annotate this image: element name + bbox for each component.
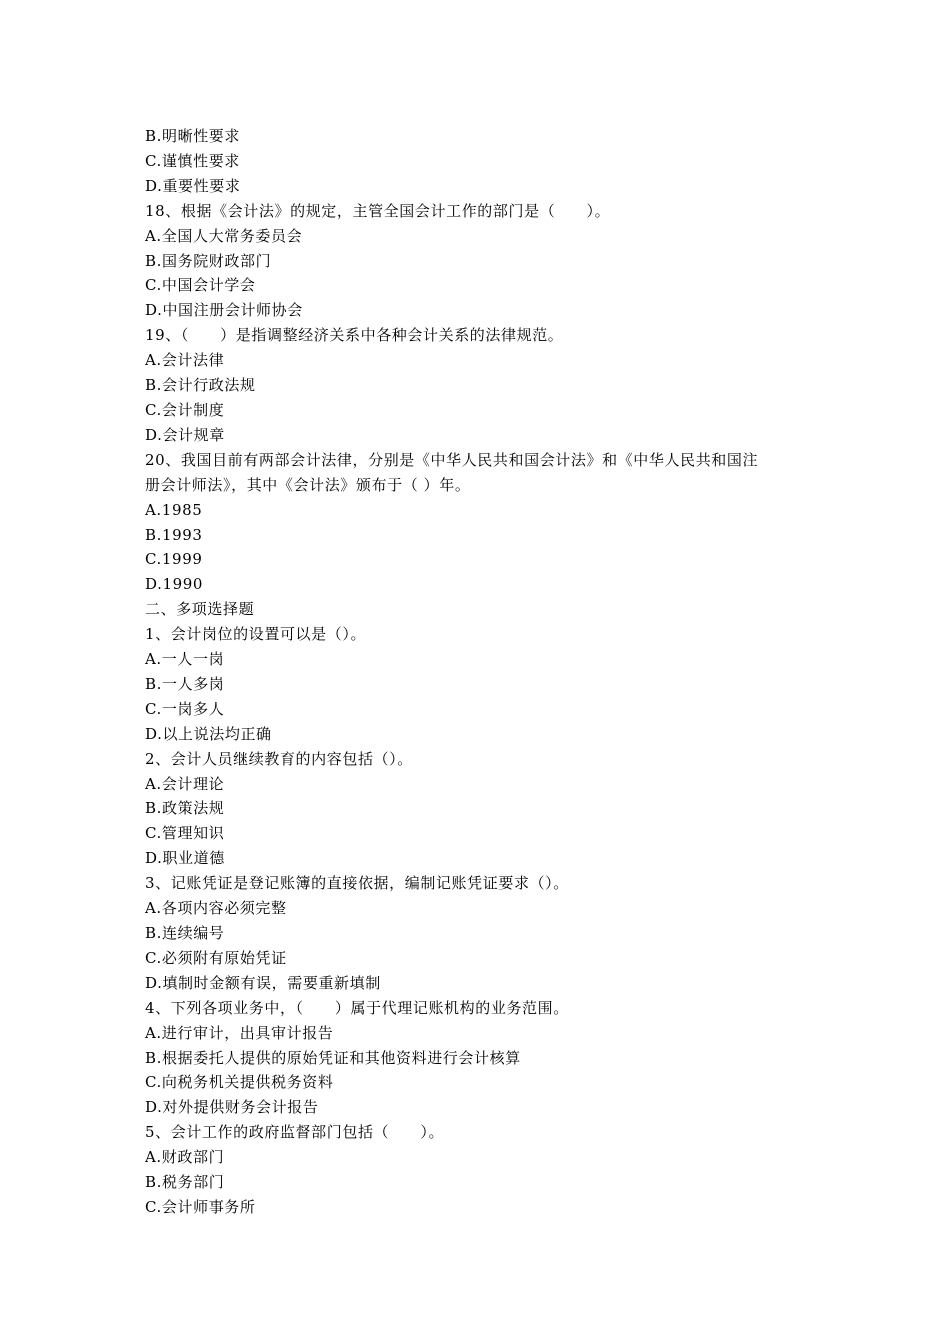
option-line: B.国务院财政部门 — [145, 251, 272, 270]
question-1: 1、会计岗位的设置可以是（）。 — [145, 625, 367, 644]
option-line: C.管理知识 — [145, 824, 225, 843]
option-line: A.财政部门 — [145, 1148, 225, 1167]
option-line: B.会计行政法规 — [145, 376, 256, 395]
option-line: A.会计理论 — [145, 774, 225, 793]
option-line: D.职业道德 — [145, 849, 225, 868]
option-line: B.根据委托人提供的原始凭证和其他资料进行会计核算 — [145, 1048, 521, 1067]
option-line: B.1993 — [145, 525, 203, 544]
option-line: C.向税务机关提供税务资料 — [145, 1073, 334, 1092]
option-line: A.会计法律 — [145, 351, 225, 370]
question-19: 19、（ ）是指调整经济关系中各种会计关系的法律规范。 — [145, 326, 564, 345]
option-line: B.税务部门 — [145, 1173, 225, 1192]
document-body — [145, 124, 810, 1220]
option-line: C.会计制度 — [145, 400, 225, 419]
option-line: D.对外提供财务会计报告 — [145, 1098, 319, 1117]
question-20-line-2: 册会计师法》，其中《会计法》颁布于（ ）年。 — [145, 475, 471, 494]
option-line: D.以上说法均正确 — [145, 724, 272, 743]
option-line: C.1999 — [145, 550, 203, 569]
option-line: B.连续编号 — [145, 924, 225, 942]
option-line: A.进行审计，出具审计报告 — [145, 1023, 334, 1042]
option-line: D.1990 — [145, 575, 204, 594]
option-line: D.填制时金额有误，需要重新填制 — [145, 973, 381, 992]
option-line: A.全国人大常务委员会 — [145, 226, 303, 245]
option-line: C.会计师事务所 — [145, 1197, 256, 1216]
section-heading: 二、多项选择题 — [145, 600, 255, 619]
option-line: B.明晰性要求 — [145, 127, 240, 145]
question-20-line-1: 20、我国目前有两部会计法律，分别是《中华人民共和国会计法》和《中华人民共和国注 — [145, 450, 759, 469]
question-3: 3、记账凭证是登记账簿的直接依据，编制记账凭证要求（）。 — [145, 874, 569, 893]
option-line: B.一人多岗 — [145, 674, 225, 693]
question-18: 18、根据《会计法》的规定，主管全国会计工作的部门是（ ）。 — [145, 201, 611, 220]
question-4: 4、下列各项业务中，（ ）属于代理记账机构的业务范围。 — [145, 998, 569, 1017]
option-line: C.一岗多人 — [145, 699, 225, 718]
option-line: B.政策法规 — [145, 799, 225, 818]
option-line: D.重要性要求 — [145, 176, 241, 195]
option-line: A.1985 — [145, 500, 203, 519]
question-5: 5、会计工作的政府监督部门包括（ ）。 — [145, 1123, 445, 1142]
option-line: C.必须附有原始凭证 — [145, 948, 287, 967]
option-line: C.谨慎性要求 — [145, 151, 240, 170]
option-line: A.一人一岗 — [145, 650, 225, 669]
option-line: A.各项内容必须完整 — [145, 899, 287, 918]
option-line: D.会计规章 — [145, 425, 225, 444]
question-2: 2、会计人员继续教育的内容包括（）。 — [145, 749, 413, 768]
option-line: D.中国注册会计师协会 — [145, 301, 303, 320]
option-line: C.中国会计学会 — [145, 276, 256, 295]
